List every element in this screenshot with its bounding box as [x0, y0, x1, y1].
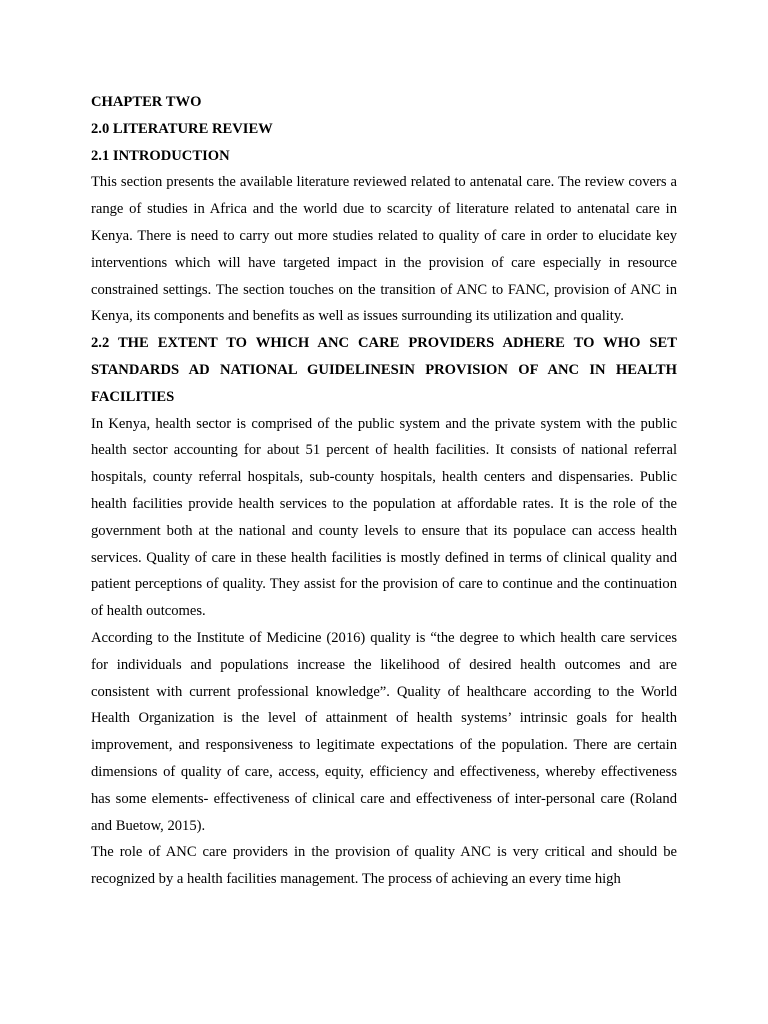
introduction-paragraph: This section presents the available literature reviewed related to antenatal care. The review covers a range of studies in Africa and the world due to scarcity of literature related to antenatal care in Kenya. There is need to carry out more studies related to quality of care in order to elucidate key interventions which will have targeted impact in the provision of care especially in resource constrained settings. The section touches on the transition of ANC to FANC, provision of ANC in Kenya, its components and benefits as well as issues surrounding its utilization and quality. [91, 174, 677, 325]
anc-providers-role-paragraph: The role of ANC care providers in the provision of quality ANC is very critical and should be recognized by a health facilities management. The process of achieving an every time high [91, 844, 677, 888]
kenya-health-sector-paragraph: In Kenya, health sector is comprised of the public system and the private system with the public health sector accounting for about 51 percent of health facilities. It consists of national referral hospitals, county referral hospitals, sub-county hospitals, health centers and dispensaries. Public health facilities provide health services to the population at affordable rates. It is the role of the government both at the national and county levels to ensure that its populace can access health services. Quality of care in these health facilities is mostly defined in terms of clinical quality and patient perceptions of quality. They assist for the provision of care to continue and the continuation of health outcomes. [91, 415, 677, 620]
section-title: 2.0 LITERATURE REVIEW [91, 120, 273, 137]
chapter-title: CHAPTER TWO [91, 94, 202, 110]
document-page [91, 89, 677, 893]
subsection-introduction-title: 2.1 INTRODUCTION [91, 147, 230, 164]
quality-definition-paragraph: According to the Institute of Medicine (2016) quality is “the degree to which health care services for individuals and populations increase the likelihood of desired health outcomes and are consistent with current professional knowledge”. Quality of healthcare according to the World Health Organization is the level of attainment of health systems’ intrinsic goals for health improvement, and responsiveness to legitimate expectations of the population. There are certain dimensions of quality of care, access, equity, efficiency and effectiveness, whereby effectiveness has some elements- effectiveness of clinical care and effectiveness of inter-personal care (Roland and Buetow, 2015). [91, 629, 677, 834]
subsection-anc-adherence-title: 2.2 THE EXTENT TO WHICH ANC CARE PROVIDERS ADHERE TO WHO SET STANDARDS AD NATIONAL GUIDELINESIN PROVISION OF ANC IN HEALTH FACILITIES [91, 335, 677, 405]
